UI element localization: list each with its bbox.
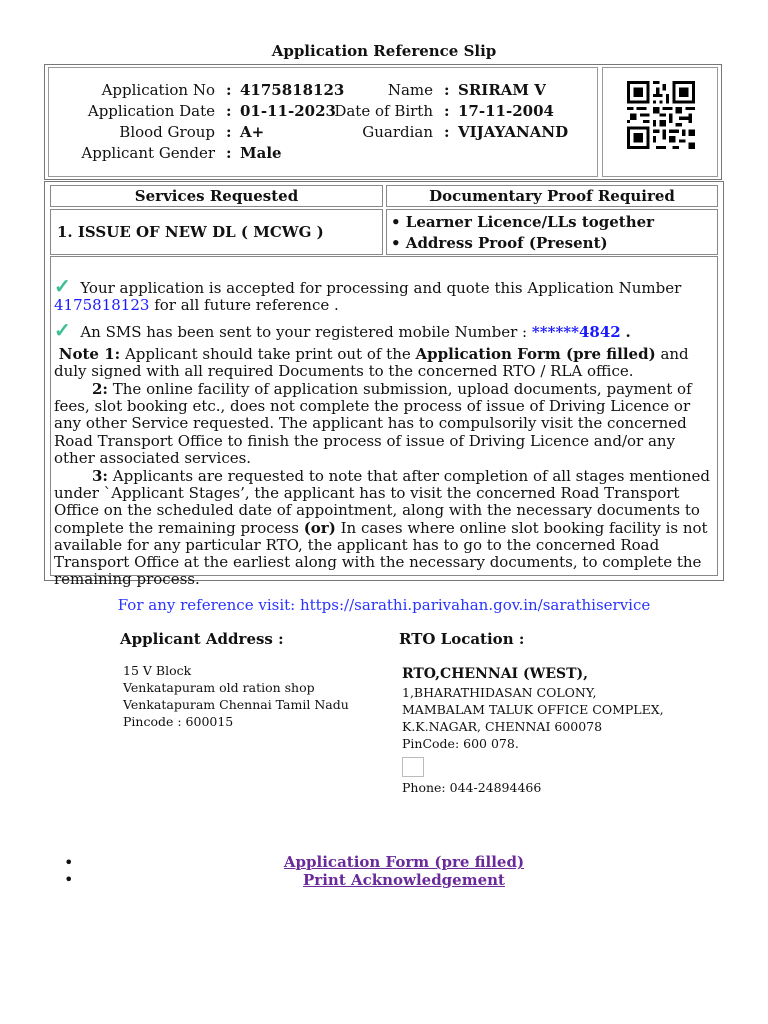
field-label: Date of Birth	[334, 102, 433, 120]
field-label: Blood Group	[119, 123, 215, 141]
reference-link[interactable]: For any reference visit: https://sarathi.parivahan.gov.in/sarathiservice	[117, 596, 651, 614]
check-icon: ✓	[54, 318, 71, 342]
field-value: Male	[240, 144, 282, 162]
applicant-address: 15 V Block Venkatapuram old ration shop Venkatapuram Chennai Tamil Nadu Pincode : 600015	[123, 663, 349, 729]
note-1: Note 1: Applicant should take print out of the Application Form (pre filled) and duly signed with all required Documents to the concerned RTO / RLA office.	[54, 345, 689, 381]
proof-item: • Learner Licence/LLs together	[391, 213, 655, 231]
proof-list	[386, 209, 718, 255]
field-value: 4175818123	[240, 81, 345, 99]
field-guardian	[0, 122, 768, 142]
field-name	[0, 80, 768, 100]
application-form-link[interactable]: Application Form (pre filled)	[283, 853, 525, 871]
bullet: •	[64, 870, 74, 889]
applicant-address-heading: Applicant Address :	[120, 630, 284, 648]
application-number-ref: 4175818123	[54, 296, 150, 315]
field-value: SRIRAM V	[458, 81, 546, 99]
proof-header: Documentary Proof Required	[386, 185, 718, 207]
service-item: 1. ISSUE OF NEW DL ( MCWG )	[50, 209, 383, 255]
mobile-number: ******4842	[531, 323, 621, 341]
rto-address: 1,BHARATHIDASAN COLONY, MAMBALAM TALUK OFFICE COMPLEX, K.K.NAGAR, CHENNAI 600078 PinCode: 600 078.	[402, 685, 664, 751]
field-colon: :	[444, 102, 450, 120]
note-2: 2: The online facility of application submission, upload documents, payment of fees, slot booking etc., does not complete the process of issue of Driving Licence or any other Service requested. The applicant has to compulsorily visit the concerned Road Transport Office to finish the process of issue of Driving Licence and/or any other associated services.	[54, 380, 692, 467]
field-colon: :	[226, 123, 232, 141]
field-label: Application No	[101, 81, 215, 99]
field-value: 01-11-2023	[240, 102, 336, 120]
field-colon: :	[226, 81, 232, 99]
field-applicant-gender	[0, 143, 768, 163]
broken-image-icon	[402, 757, 424, 777]
field-value: 17-11-2004	[458, 102, 554, 120]
field-label: Name	[387, 81, 433, 99]
field-colon: :	[444, 123, 450, 141]
field-label: Guardian	[362, 123, 433, 141]
field-label: Applicant Gender	[81, 144, 215, 162]
field-value: VIJAYANAND	[458, 123, 569, 141]
services-header: Services Requested	[50, 185, 383, 207]
field-value: A+	[240, 123, 265, 141]
check-icon: ✓	[54, 274, 71, 298]
field-date-of-birth	[0, 101, 768, 121]
page-title: Application Reference Slip	[271, 42, 497, 60]
print-acknowledgement-link[interactable]: Print Acknowledgement	[303, 871, 505, 889]
bullet: •	[64, 853, 74, 872]
field-colon: :	[444, 81, 450, 99]
field-colon: :	[226, 144, 232, 162]
rto-phone: Phone: 044-24894466	[402, 780, 542, 795]
field-label: Application Date	[87, 102, 215, 120]
field-colon: :	[226, 102, 232, 120]
note-3: 3: Applicants are requested to note that after completion of all stages mentioned under `Applicant Stages’, the applicant has to visit the concerned Road Transport Office on the scheduled date of appointment, along with the necessary documents to complete the remaining process (or) In cases where online slot booking facility is not available for any particular RTO, the applicant has to go to the concerned Road Transport Office at the earliest along with the necessary documents, to complete the remaining process.	[54, 467, 711, 589]
sms-message: ✓ An SMS has been sent to your registered mobile Number : ******4842 .	[54, 318, 631, 342]
rto-location-heading: RTO Location :	[399, 630, 525, 648]
proof-item: • Address Proof (Present)	[391, 234, 608, 252]
rto-name: RTO,CHENNAI (WEST),	[402, 666, 589, 682]
accepted-message: ✓ Your application is accepted for processing and quote this Application Number 4175818123 for all future reference .	[54, 274, 682, 315]
